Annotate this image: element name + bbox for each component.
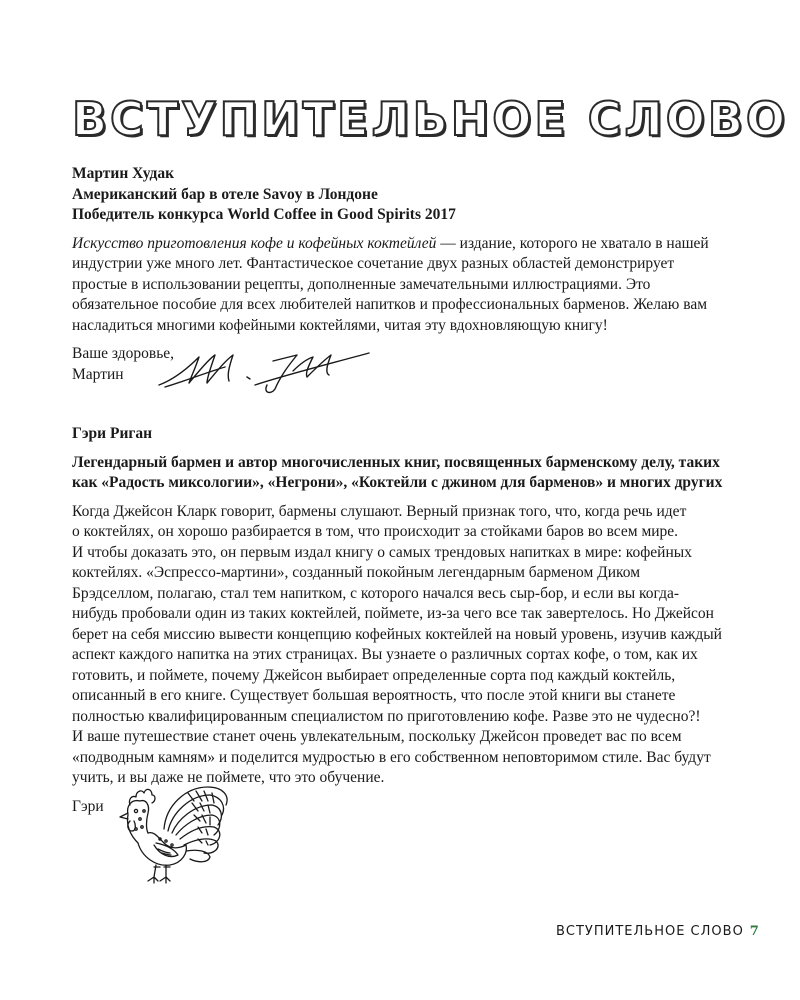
author-award: Победитель конкурса World Coffee in Good Spirits 2017	[72, 206, 456, 223]
martin-paragraph	[72, 234, 712, 337]
author-name: Мартин Худак	[72, 165, 175, 182]
paragraph-line: Брэдселлом, полагаю, стал тем напитком, с которого начался весь сыр-бор, и если вы когда-	[72, 584, 680, 602]
paragraph-line: коктейлях. «Эспрессо-мартини», созданный покойным легендарным барменом Диком	[72, 564, 641, 581]
intro-line: Легендарный бармен и автор многочисленных книг, посвященных барменскому делу, таких	[72, 453, 720, 471]
paragraph-line: «подводным камням» и поделится мудростью в его собственном неповторимом стиле. Вас будут	[72, 748, 711, 766]
paragraph-line: обязательное пособие для всех любителей напитков и профессиональных барменов. Желаю вам	[72, 296, 708, 313]
paragraph-line: берет на себя миссию вывести концепцию кофейных коктейлей на новый уровень, изучив каждый	[72, 625, 722, 643]
closing-text: Ваше здоровье,	[72, 345, 175, 362]
author-name: Гэри Риган	[72, 425, 153, 442]
intro-line: как «Радость миксологии», «Негрони», «Коктейли с джином для барменов» и многих других	[72, 474, 723, 491]
author-role: Американский бар в отеле Savoy в Лондоне	[72, 185, 378, 203]
rooster-illustration	[104, 783, 244, 895]
signoff-name: Гэри	[72, 797, 104, 815]
paragraph-line: описанный в его книге. Существует большая вероятность, что после этой книги вы станете	[72, 687, 676, 704]
gary-paragraph	[72, 502, 722, 789]
paragraph-line: И чтобы доказать это, он первым издал книгу о самых трендовых напитках в мире: кофейных	[72, 543, 692, 561]
paragraph-line: нибудь пробовали один из таких коктейлей, поймете, из-за чего все так завертелось. Но Джейсон	[72, 605, 714, 622]
gary-section	[72, 424, 723, 817]
paragraph-line: Когда Джейсон Кларк говорит, бармены слушают. Верный признак того, что, когда речь идет	[72, 502, 687, 520]
paragraph-line: И ваше путешествие станет очень увлекательным, поскольку Джейсон проведет вас по всем	[72, 728, 682, 745]
footer-label: ВСТУПИТЕЛЬНОЕ СЛОВО	[556, 924, 744, 939]
page-number: 7	[749, 924, 760, 939]
page-title: ВСТУПИТЕЛЬНОЕ СЛОВО	[72, 92, 789, 146]
paragraph-line: насладиться многими кофейными коктейлями, читая эту вдохновляющую книгу!	[72, 316, 608, 334]
paragraph-line: индустрии уже много лет. Фантастическое сочетание двух разных областей демонстрирует	[72, 255, 675, 272]
signoff-name: Мартин	[72, 365, 124, 383]
page-footer	[556, 924, 760, 939]
paragraph-line: простые в использовании рецепты, дополненные замечательными иллюстрациями. Это	[72, 275, 651, 293]
signature-image	[155, 345, 375, 395]
paragraph-line: учить, и вы даже не поймете, что это обучение.	[72, 769, 385, 786]
paragraph-line: о коктейлях, он хорошо разбирается в том, что происходит за стойками баров во всем мире.	[72, 523, 679, 540]
book-title: Искусство приготовления кофе и кофейных коктейлей	[72, 234, 437, 252]
paragraph-line: полностью квалифицированным специалистом по приготовлению кофе. Разве это не чудесно?!	[72, 707, 701, 725]
paragraph-line: аспект каждого напитка на этих страницах. Вы узнаете о различных сортах кофе, о том, как их	[72, 646, 698, 663]
paragraph-line: Искусство приготовления кофе и кофейных коктейлей — издание, которого не хватало в нашей	[72, 234, 709, 252]
paragraph-line: готовить, и поймете, почему Джейсон выбирает определенные сорта под каждый коктейль,	[72, 666, 676, 684]
